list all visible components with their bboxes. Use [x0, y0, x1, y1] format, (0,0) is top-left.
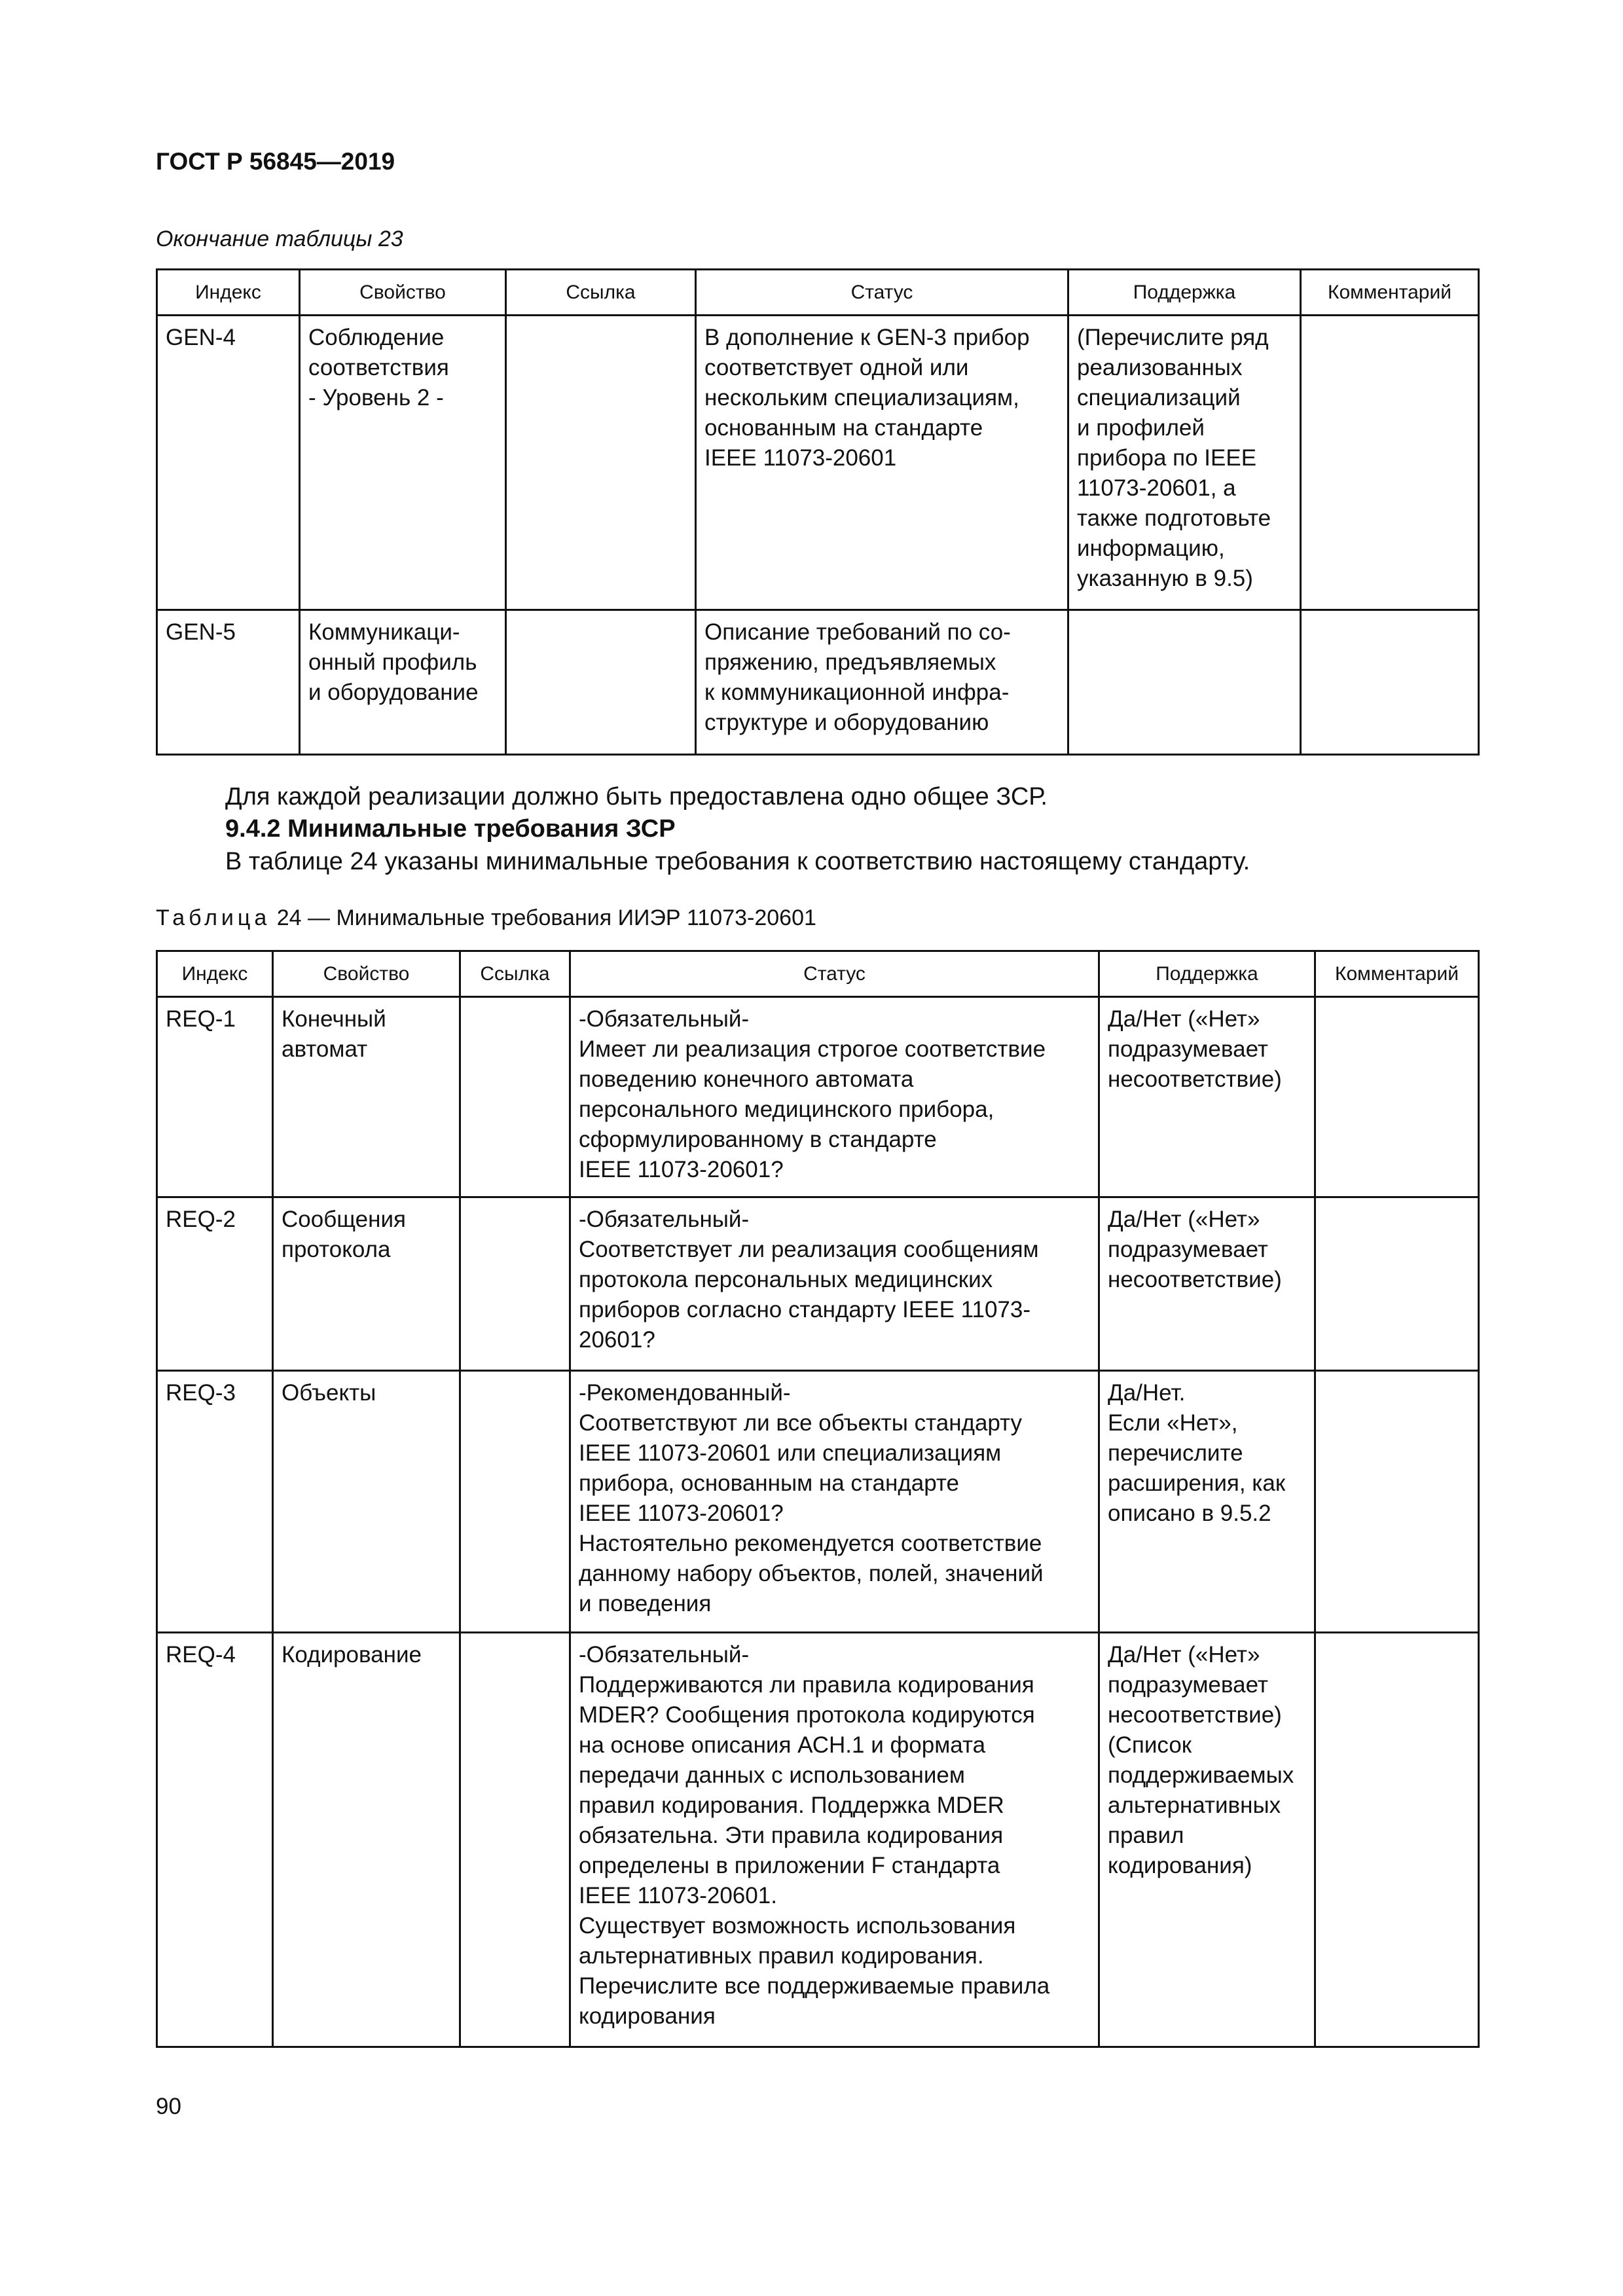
table-23-caption: Окончание таблицы 23 — [156, 227, 403, 251]
cell-property: Кодирование — [273, 1633, 460, 2047]
cell-comment — [1315, 997, 1479, 1197]
cell-support: (Перечислите ряд реализованных специализаций и профилей прибора по IEEE 11073-20601, а также подготовьте информацию, указанную в 9.5) — [1068, 316, 1301, 610]
column-header-index: Индекс — [157, 951, 273, 997]
table-24-caption-text: 24 — Минимальные требования ИИЭР 11073-20601 — [276, 905, 816, 930]
cell-reference — [460, 1371, 570, 1633]
cell-reference — [460, 1197, 570, 1371]
table-24-caption — [156, 905, 816, 931]
table-row — [157, 997, 1479, 1197]
cell-status: -Обязательный- Соответствует ли реализация сообщениям протокола персональных медицинских приборов согласно стандарту IEEE 11073- 20601? — [570, 1197, 1099, 1371]
cell-status: -Обязательный- Поддерживаются ли правила кодирования MDER? Сообщения протокола кодируются на основе описания АСН.1 и формата передачи данных с использованием правил кодирования. Поддержка MDER обязательна. Эти правила кодирования определены в приложении F стандарта IEEE 11073-20601. Существует возможность использования альтернативных правил кодирования. Перечислите все поддерживаемые правила кодирования — [570, 1633, 1099, 2047]
cell-index: REQ-2 — [157, 1197, 273, 1371]
column-header-comment: Комментарий — [1315, 951, 1479, 997]
cell-support — [1068, 610, 1301, 755]
table-row — [157, 1633, 1479, 2047]
column-header-property: Свойство — [273, 951, 460, 997]
cell-property: Соблюдение соответствия - Уровень 2 - — [300, 316, 506, 610]
cell-support: Да/Нет («Нет» подразумевает несоответствие) (Список поддерживаемых альтернативных правил кодирования) — [1099, 1633, 1315, 2047]
cell-status: -Рекомендованный- Соответствуют ли все объекты стандарту IEEE 11073-20601 или специализациям прибора, основанным на стандарте IEEE 11073-20601? Настоятельно рекомендуется соответствие данному набору объектов, полей, значений и поведения — [570, 1371, 1099, 1633]
column-header-support: Поддержка — [1099, 951, 1315, 997]
cell-reference — [460, 1633, 570, 2047]
cell-property: Объекты — [273, 1371, 460, 1633]
column-header-reference: Ссылка — [460, 951, 570, 997]
cell-comment — [1301, 316, 1479, 610]
table-23 — [156, 268, 1480, 756]
cell-status: В дополнение к GEN-3 прибор соответствует одной или нескольким специализациям, основанным на стандарте IEEE 11073-20601 — [696, 316, 1068, 610]
column-header-reference: Ссылка — [506, 270, 696, 316]
table-row — [157, 1371, 1479, 1633]
cell-comment — [1315, 1371, 1479, 1633]
paragraph-table-24-intro: В таблице 24 указаны минимальные требования к соответствию настоящему стандарту. — [225, 848, 1250, 875]
table-row — [157, 610, 1479, 755]
table-24 — [156, 950, 1480, 2048]
cell-reference — [506, 316, 696, 610]
cell-reference — [460, 997, 570, 1197]
document-header: ГОСТ Р 56845—2019 — [156, 148, 395, 175]
cell-property: Сообщения протокола — [273, 1197, 460, 1371]
cell-property: Конечный автомат — [273, 997, 460, 1197]
column-header-index: Индекс — [157, 270, 300, 316]
table-row — [157, 1197, 1479, 1371]
cell-status: Описание требований по со- пряжению, предъявляемых к коммуникационной инфра- структуре и оборудованию — [696, 610, 1068, 755]
table-row — [157, 316, 1479, 610]
table-header-row — [157, 951, 1479, 997]
cell-index: GEN-4 — [157, 316, 300, 610]
paragraph-esr-note: Для каждой реализации должно быть предоставлена одно общее ЗСР. — [225, 783, 1048, 811]
page-number: 90 — [156, 2094, 181, 2119]
cell-support: Да/Нет («Нет» подразумевает несоответствие) — [1099, 997, 1315, 1197]
cell-comment — [1315, 1633, 1479, 2047]
cell-support: Да/Нет. Если «Нет», перечислите расширения, как описано в 9.5.2 — [1099, 1371, 1315, 1633]
column-header-support: Поддержка — [1068, 270, 1301, 316]
column-header-status: Статус — [696, 270, 1068, 316]
column-header-property: Свойство — [300, 270, 506, 316]
section-heading-9-4-2: 9.4.2 Минимальные требования ЗСР — [225, 815, 676, 843]
cell-support: Да/Нет («Нет» подразумевает несоответствие) — [1099, 1197, 1315, 1371]
cell-comment — [1301, 610, 1479, 755]
cell-reference — [506, 610, 696, 755]
column-header-status: Статус — [570, 951, 1099, 997]
cell-status: -Обязательный- Имеет ли реализация строгое соответствие поведению конечного автомата персонального медицинского прибора, сформулированному в стандарте IEEE 11073-20601? — [570, 997, 1099, 1197]
table-header-row — [157, 270, 1479, 316]
cell-index: REQ-4 — [157, 1633, 273, 2047]
cell-property: Коммуникаци- онный профиль и оборудование — [300, 610, 506, 755]
table-24-caption-word: Таблица — [156, 905, 271, 930]
cell-index: REQ-3 — [157, 1371, 273, 1633]
cell-comment — [1315, 1197, 1479, 1371]
cell-index: GEN-5 — [157, 610, 300, 755]
column-header-comment: Комментарий — [1301, 270, 1479, 316]
cell-index: REQ-1 — [157, 997, 273, 1197]
